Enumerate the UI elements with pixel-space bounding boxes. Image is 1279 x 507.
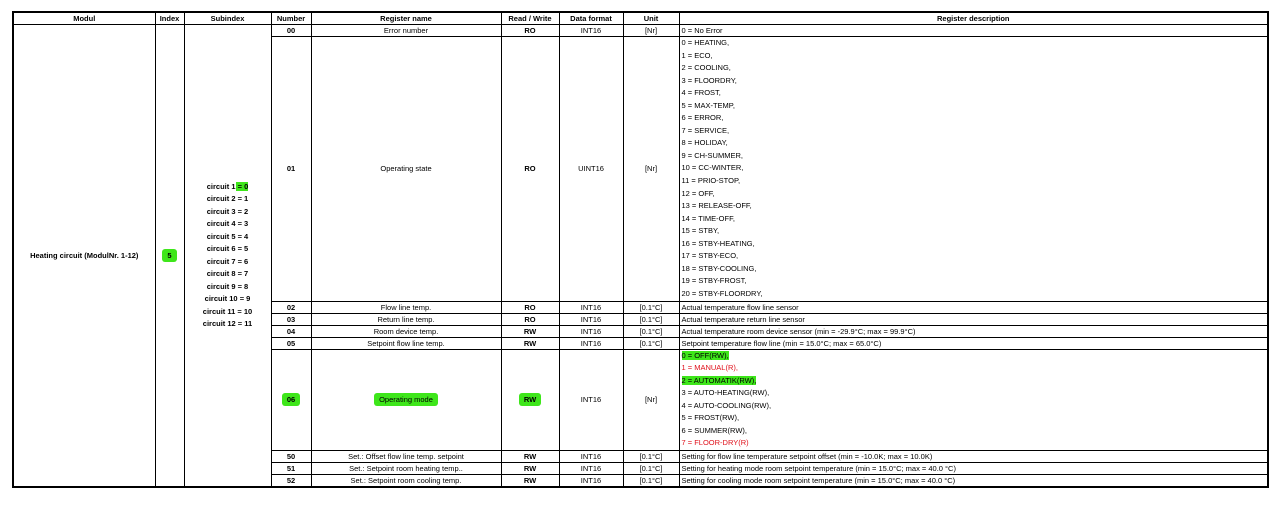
register-format: INT16	[559, 301, 623, 313]
subindex-line: circuit 5 = 4	[206, 231, 249, 241]
register-number: 50	[271, 450, 311, 462]
register-number: 06	[282, 393, 300, 406]
subindex-line: circuit 8 = 7	[206, 269, 249, 278]
operating-mode-values	[679, 349, 1268, 450]
mode-line	[680, 375, 1268, 388]
subindex-line: circuit 10 = 9	[204, 294, 251, 303]
register-name: Return line temp.	[311, 313, 501, 325]
value-line: 14 = TIME-OFF,	[681, 213, 735, 223]
header-number: Number	[271, 12, 311, 25]
mode-line	[680, 350, 1268, 363]
value-line: 1 = ECO,	[681, 50, 713, 60]
value-line: 0 = HEATING,	[681, 38, 730, 47]
value-line: 19 = STBY-FROST,	[681, 276, 747, 286]
register-unit: [0.1°C]	[623, 462, 679, 474]
register-name-cell	[311, 349, 501, 450]
table-row	[13, 25, 1268, 37]
register-name: Operating state	[311, 37, 501, 302]
value-line: 17 = STBY-ECO,	[681, 251, 739, 261]
register-name: Set.: Setpoint room cooling temp.	[311, 474, 501, 487]
header-index: Index	[155, 12, 184, 25]
register-rw: RO	[501, 25, 559, 37]
module-index: 5	[162, 249, 176, 262]
register-description: Setpoint temperature flow line (min = 15.0°C; max = 65.0°C)	[679, 337, 1268, 349]
register-number: 03	[271, 313, 311, 325]
register-name: Flow line temp.	[311, 301, 501, 313]
register-description: Actual temperature room device sensor (min = -29.9°C; max = 99.9°C)	[679, 325, 1268, 337]
mode-line: 7 = FLOOR-DRY(R)	[681, 438, 749, 448]
register-description: Setting for heating mode room setpoint temperature (min = 15.0°C; max = 40.0 °C)	[679, 462, 1268, 474]
register-unit: [0.1°C]	[623, 450, 679, 462]
register-format: INT16	[559, 313, 623, 325]
register-number: 51	[271, 462, 311, 474]
header-modul: Modul	[13, 12, 155, 25]
register-unit: [0.1°C]	[623, 325, 679, 337]
register-description: Actual temperature flow line sensor	[679, 301, 1268, 313]
register-name: Set.: Setpoint room heating temp..	[311, 462, 501, 474]
mode-value: 0 = OFF(RW),	[681, 350, 729, 360]
register-number: 02	[271, 301, 311, 313]
subindex-first-prefix: circuit 1	[206, 181, 236, 191]
subindex-line: circuit 4 = 3	[206, 219, 249, 228]
register-format: INT16	[559, 349, 623, 450]
mode-line: 1 = MANUAL(R),	[681, 363, 738, 373]
register-description: Setting for cooling mode room setpoint temperature (min = 15.0°C; max = 40.0 °C)	[679, 474, 1268, 487]
register-number: 52	[271, 474, 311, 487]
register-format: INT16	[559, 462, 623, 474]
register-number-cell	[271, 349, 311, 450]
register-name: Operating mode	[374, 393, 438, 406]
subindex-first-suffix: = 0	[235, 181, 249, 191]
value-line: 13 = RELEASE-OFF,	[681, 201, 752, 211]
header-row	[13, 12, 1268, 25]
subindex-line: circuit 9 = 8	[206, 281, 249, 291]
value-line: 16 = STBY-HEATING,	[681, 238, 755, 248]
register-unit: [0.1°C]	[623, 301, 679, 313]
subindex-line: circuit 2 = 1	[206, 194, 249, 203]
value-line: 10 = CC-WINTER,	[681, 163, 744, 173]
register-format: INT16	[559, 474, 623, 487]
mode-line: 5 = FROST(RW),	[681, 413, 740, 423]
register-rw: RW	[501, 462, 559, 474]
register-name: Error number	[311, 25, 501, 37]
mode-line: 6 = SUMMER(RW),	[681, 425, 747, 435]
mode-value: 2 = AUTOMATIK(RW),	[681, 375, 757, 385]
register-rw: RO	[501, 301, 559, 313]
subindex-cell	[184, 25, 271, 488]
subindex-line: circuit 7 = 6	[206, 256, 249, 266]
value-line: 12 = OFF,	[681, 188, 715, 198]
subindex-line: circuit 3 = 2	[206, 206, 249, 216]
register-description: Actual temperature return line sensor	[679, 313, 1268, 325]
module-index-cell	[155, 25, 184, 488]
value-line: 3 = FLOORDRY,	[681, 75, 737, 85]
register-description: Setting for flow line temperature setpoint offset (min = -10.0K; max = 10.0K)	[679, 450, 1268, 462]
subindex-line: circuit 11 = 10	[202, 306, 253, 316]
register-unit: [0.1°C]	[623, 337, 679, 349]
header-register-name: Register name	[311, 12, 501, 25]
register-rw: RO	[501, 37, 559, 302]
register-format: INT16	[559, 325, 623, 337]
value-line: 2 = COOLING,	[681, 63, 731, 73]
value-line: 11 = PRIO-STOP,	[681, 176, 741, 186]
register-unit: [Nr]	[623, 349, 679, 450]
register-rw: RW	[501, 325, 559, 337]
value-line: 9 = CH-SUMMER,	[681, 150, 743, 160]
mode-line: 3 = AUTO-HEATING(RW),	[681, 388, 770, 398]
value-line: 18 = STBY-COOLING,	[681, 263, 757, 273]
register-format: UINT16	[559, 37, 623, 302]
register-name: Setpoint flow line temp.	[311, 337, 501, 349]
subindex-line: circuit 12 = 11	[202, 319, 253, 328]
register-unit: [Nr]	[623, 37, 679, 302]
subindex-line: circuit 6 = 5	[206, 244, 249, 253]
header-register-description: Register description	[679, 12, 1268, 25]
value-line: 5 = MAX-TEMP,	[681, 100, 735, 110]
register-name: Set.: Offset flow line temp. setpoint	[311, 450, 501, 462]
register-number: 04	[271, 325, 311, 337]
value-line: 20 = STBY-FLOORDRY,	[681, 288, 763, 298]
register-number: 01	[271, 37, 311, 302]
header-unit: Unit	[623, 12, 679, 25]
register-description: 0 = No Error	[679, 25, 1268, 37]
register-number: 00	[271, 25, 311, 37]
module-name-cell	[13, 25, 155, 488]
register-unit: [0.1°C]	[623, 313, 679, 325]
operating-state-values	[679, 37, 1268, 302]
header-data-format: Data format	[559, 12, 623, 25]
header-subindex: Subindex	[184, 12, 271, 25]
register-rw-cell	[501, 349, 559, 450]
register-rw: RO	[501, 313, 559, 325]
subindex-line	[187, 181, 269, 194]
module-name: Heating circuit (ModulNr. 1-12)	[30, 251, 139, 260]
register-format: INT16	[559, 25, 623, 37]
register-name: Room device temp.	[311, 325, 501, 337]
value-line: 15 = STBY,	[681, 226, 720, 236]
value-line: 6 = ERROR,	[681, 113, 724, 123]
register-unit: [0.1°C]	[623, 474, 679, 487]
register-rw: RW	[501, 337, 559, 349]
value-line: 8 = HOLIDAY,	[681, 138, 728, 148]
header-read-write: Read / Write	[501, 12, 559, 25]
register-number: 05	[271, 337, 311, 349]
register-format: INT16	[559, 337, 623, 349]
value-line: 7 = SERVICE,	[681, 125, 730, 135]
register-rw: RW	[519, 393, 541, 406]
mode-line: 4 = AUTO-COOLING(RW),	[681, 400, 772, 410]
value-line: 4 = FROST,	[681, 88, 721, 98]
register-rw: RW	[501, 450, 559, 462]
register-rw: RW	[501, 474, 559, 487]
register-unit: [Nr]	[623, 25, 679, 37]
register-format: INT16	[559, 450, 623, 462]
register-table	[12, 11, 1269, 488]
